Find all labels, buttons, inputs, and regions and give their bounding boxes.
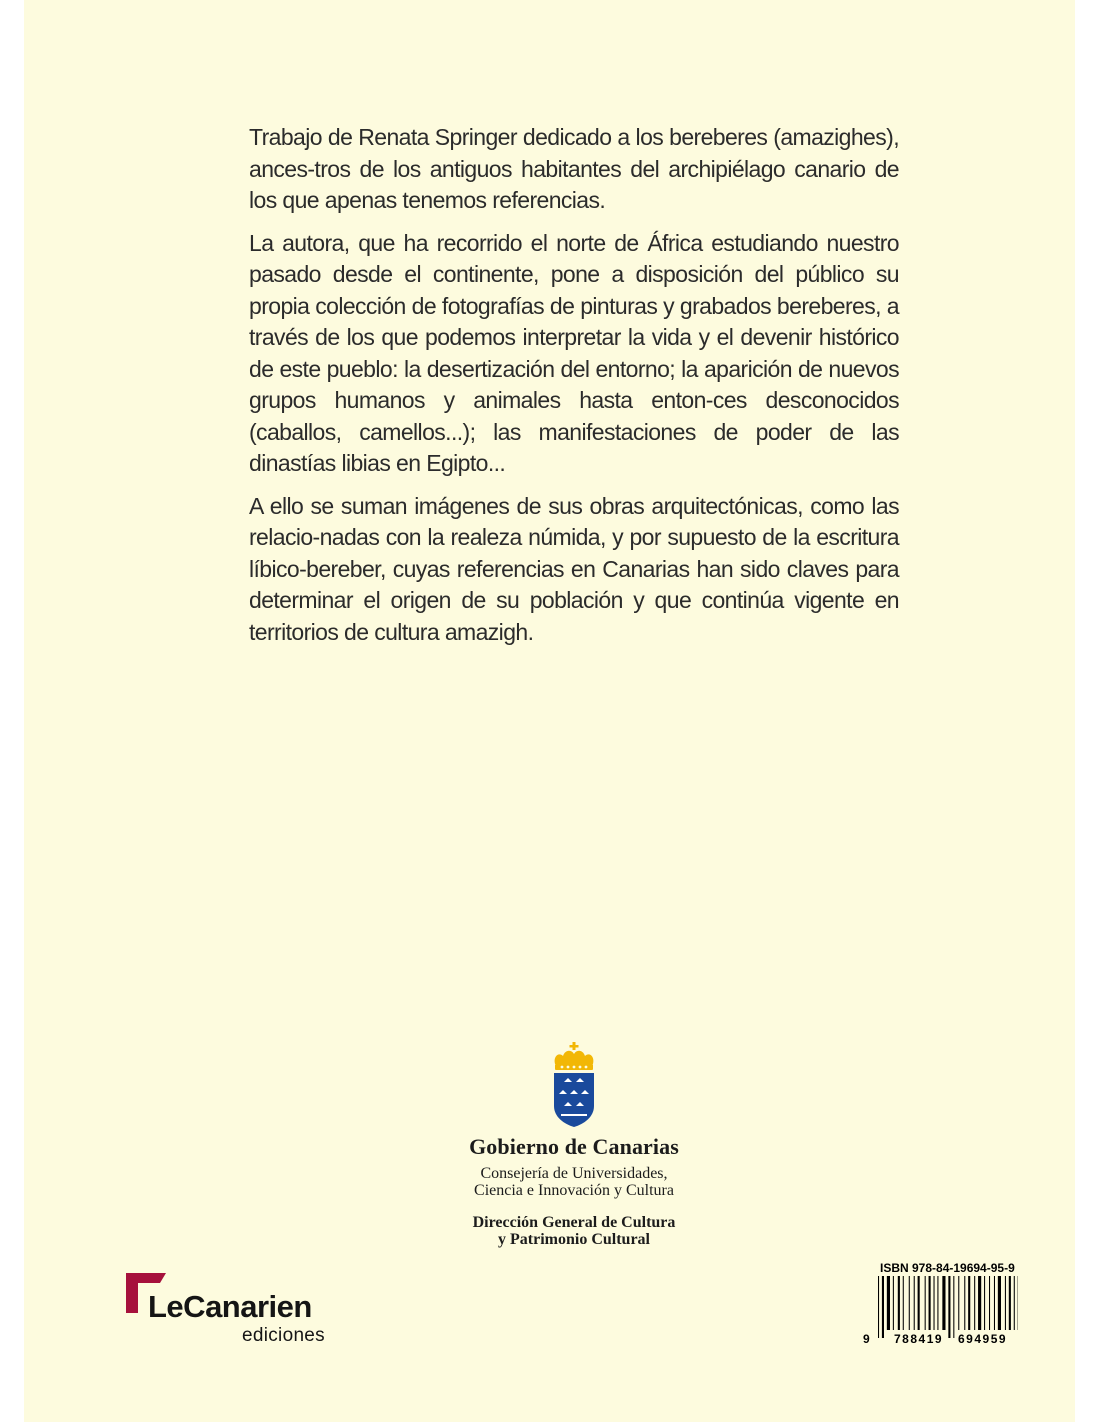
- barcode-bar: [978, 1276, 981, 1330]
- barcode-bar: [903, 1276, 904, 1330]
- isbn-barcode-block: [860, 1259, 1025, 1349]
- blurb-paragraph-3: A ello se suman imágenes de sus obras arquitectónicas, como las relacio-nadas con la realeza númida, y por supuesto de la escritura líbico-bereber, cuyas referencias en Canarias han sido claves para determinar el origen de su población y que continúa vigente en territorios de cultura amazigh.: [249, 492, 899, 645]
- blurb-paragraph-1: Trabajo de Renata Springer dedicado a los bereberes (amazighes), ances-tros de los antiguos habitantes del archipiélago canario de los que apenas tenemos referencias.: [249, 124, 899, 213]
- barcode-bar: [942, 1276, 945, 1330]
- barcode-icon: [878, 1276, 1018, 1338]
- barcode-digits-left: 788419: [894, 1332, 944, 1346]
- barcode-bar: [948, 1276, 950, 1338]
- barcode-bar: [934, 1276, 935, 1330]
- barcode-digit-first: 9: [863, 1332, 872, 1346]
- barcode-bar: [878, 1276, 879, 1338]
- barcode-bar: [994, 1276, 995, 1330]
- barcode-bar: [887, 1276, 890, 1330]
- department-line-2: Ciencia e Innovación y Cultura: [474, 1182, 674, 1199]
- barcode-bar: [984, 1276, 985, 1330]
- barcode-bar: [937, 1276, 938, 1330]
- barcode-bar: [964, 1276, 965, 1330]
- barcode-bar: [998, 1276, 1001, 1330]
- barcode-bar: [898, 1276, 900, 1330]
- directorate-line-2: y Patrimonio Cultural: [498, 1231, 650, 1248]
- barcode-bar: [925, 1276, 926, 1330]
- blurb-text: [249, 122, 899, 659]
- barcode-bar: [882, 1276, 884, 1338]
- department-line-1: Consejería de Universidades,: [480, 1165, 668, 1182]
- publisher-logo: [126, 1271, 346, 1351]
- blurb-paragraph-2: La autora, que ha recorrido el norte de África estudiando nuestro pasado desde el continente, pone a disposición del público su propia colección de fotografías de pinturas y grabados bereberes, a través de los que podemos interpretar la vida y el devenir histórico de este pueblo: la desertización del entorno; la aparición de nuevos grupos humanos y animales hasta enton-ces desconocidos (caballos, camellos...); las manifestaciones de poder de las dinastías libias en Egipto...: [249, 229, 899, 476]
- barcode-bar: [1005, 1276, 1006, 1330]
- barcode-digits-right: 694959: [958, 1332, 1008, 1346]
- barcode-bar: [918, 1276, 920, 1330]
- publisher-subtitle: ediciones: [242, 1325, 325, 1346]
- barcode-bar: [929, 1276, 931, 1330]
- barcode-bar: [958, 1276, 959, 1330]
- barcode-bar: [893, 1276, 894, 1330]
- directorate-name: [454, 1214, 694, 1248]
- coat-of-arms-icon: [551, 1042, 597, 1128]
- barcode-bar: [953, 1276, 954, 1338]
- barcode-bar: [1009, 1276, 1011, 1330]
- isbn-label: ISBN 978-84-19694-95-9: [880, 1261, 1015, 1275]
- barcode-bar: [1014, 1276, 1015, 1330]
- directorate-line-1: Dirección General de Cultura: [472, 1214, 676, 1231]
- government-credit: [454, 1042, 694, 1248]
- publisher-name: LeCanarien: [148, 1289, 312, 1324]
- barcode-bar: [914, 1276, 915, 1330]
- back-cover: [24, 0, 1075, 1422]
- barcode-bar: [968, 1276, 970, 1330]
- barcode-bar: [989, 1276, 990, 1330]
- department-name: [454, 1165, 694, 1199]
- barcode-bar: [909, 1276, 910, 1330]
- government-name: Gobierno de Canarias: [469, 1134, 679, 1159]
- barcode-bar: [974, 1276, 975, 1330]
